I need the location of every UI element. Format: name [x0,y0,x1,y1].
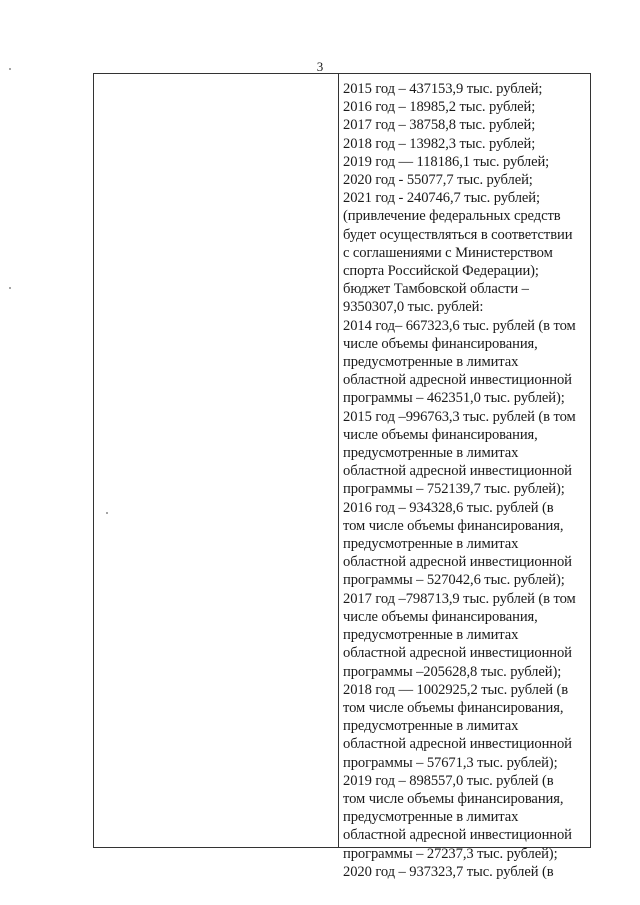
text-line: 2020 год - 55077,7 тыс. рублей; [343,172,533,189]
text-line: числе объемы финансирования, [343,608,538,625]
text-line: программы – 527042,6 тыс. рублей); [343,572,565,589]
text-line: 2016 год – 18985,2 тыс. рублей; [343,99,536,116]
text-line: 2017 год – 38758,8 тыс. рублей; [343,117,536,134]
text-line: том числе объемы финансирования, [343,699,564,716]
text-line: том числе объемы финансирования, [343,790,564,807]
text-line: 2019 год – 898557,0 тыс. рублей (в [343,772,554,789]
text-line: программы – 752139,7 тыс. рублей); [343,481,565,498]
text-line: 2015 год – 437153,9 тыс. рублей; [343,81,543,97]
text-line: областной адресной инвестиционной [343,554,572,571]
text-line: 2017 год –798713,9 тыс. рублей (в том [343,590,576,607]
text-line: областной адресной инвестиционной [343,463,572,480]
text-line: 2016 год – 934328,6 тыс. рублей (в [343,499,554,516]
page-number: 3 [316,59,324,74]
column-divider [338,74,339,847]
text-line: 2018 год — 1002925,2 тыс. рублей (в [343,681,569,698]
text-line: предусмотренные в лимитах [343,627,519,644]
scan-speck [9,68,11,70]
document-table [93,73,591,880]
text-line: числе объемы финансирования, [343,335,538,352]
text-line: 2019 год — 118186,1 тыс. рублей; [343,153,550,170]
table-left-cell [94,74,338,847]
text-line: областной адресной инвестиционной [343,372,572,389]
scan-speck [9,287,11,289]
text-line: областной адресной инвестиционной [343,645,572,662]
text-line: программы –205628,8 тыс. рублей); [343,663,562,680]
table-right-cell [343,80,588,880]
text-line: 2021 год - 240746,7 тыс. рублей; [343,190,540,207]
text-line: программы – 27237,3 тыс. рублей); [343,845,558,862]
text-line: 2014 год– 667323,6 тыс. рублей (в том [343,317,576,334]
text-line: 2015 год –996763,3 тыс. рублей (в том [343,408,576,425]
text-line: программы – 462351,0 тыс. рублей); [343,390,565,407]
text-line: будет осуществляться в соответствии [343,226,573,243]
text-line: том числе объемы финансирования, [343,517,564,534]
text-line: спорта Российской Федерации); [343,263,539,280]
text-line: предусмотренные в лимитах [343,445,519,462]
text-line: (привлечение федеральных средств [343,208,561,225]
text-line: областной адресной инвестиционной [343,736,572,753]
text-line: 2020 год – 937323,7 тыс. рублей (в [343,863,554,880]
text-line: областной адресной инвестиционной [343,827,572,844]
text-line: 2018 год – 13982,3 тыс. рублей; [343,135,536,152]
text-line: предусмотренные в лимитах [343,809,519,826]
text-line: программы – 57671,3 тыс. рублей); [343,754,558,771]
text-line: бюджет Тамбовской области – [343,281,529,298]
text-line: предусмотренные в лимитах [343,718,519,735]
text-line: числе объемы финансирования, [343,426,538,443]
text-line: предусмотренные в лимитах [343,536,519,553]
text-line: предусмотренные в лимитах [343,354,519,371]
text-line: 9350307,0 тыс. рублей: [343,299,484,316]
scan-speck [106,512,108,514]
text-line: с соглашениями с Министерством [343,244,553,261]
